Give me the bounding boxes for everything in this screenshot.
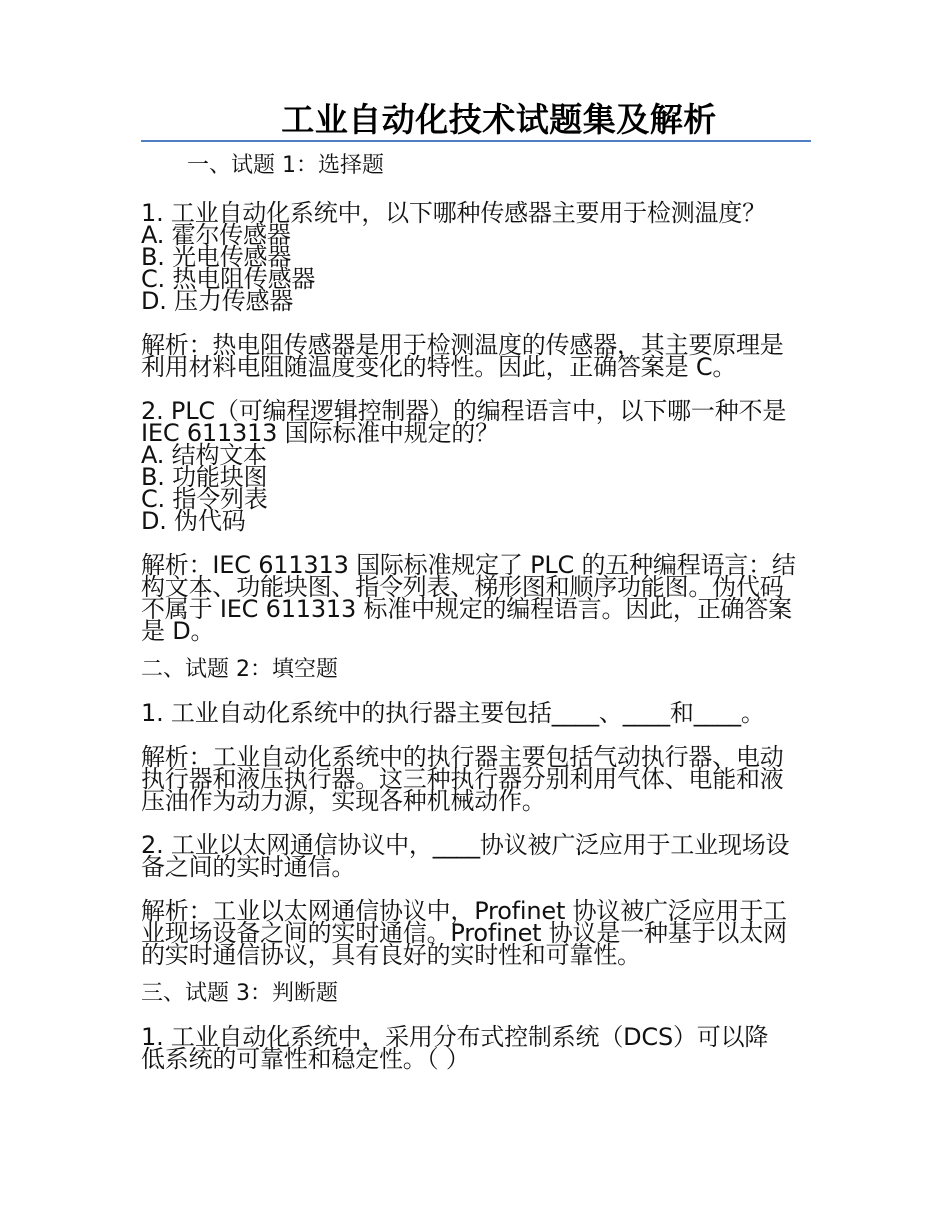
question-text: 1. 工业自动化系统中的执行器主要包括____、____和____。 xyxy=(141,699,765,727)
question-text: 备之间的实时通信。 xyxy=(141,853,356,881)
option-b: B. 光电传感器 xyxy=(141,243,292,271)
analysis-line: 执行器和液压执行器。这三种执行器分别利用气体、电能和液 xyxy=(141,765,784,793)
option-d: D. 压力传感器 xyxy=(141,287,294,315)
title-underline xyxy=(141,140,811,142)
option-d: D. 伪代码 xyxy=(141,507,246,535)
question-text: 低系统的可靠性和稳定性。（ ） xyxy=(141,1045,470,1073)
section-heading-judge: 三、试题 3：判断题 xyxy=(141,981,338,1006)
analysis-line: 解析：工业自动化系统中的执行器主要包括气动执行器、电动 xyxy=(141,743,784,771)
analysis-line: 业现场设备之间的实时通信。Profinet 协议是一种基于以太网 xyxy=(141,919,787,947)
section-heading-choice: 一、试题 1：选择题 xyxy=(187,153,384,178)
option-b: B. 功能块图 xyxy=(141,463,268,491)
document-page xyxy=(141,100,811,1073)
section-heading-fill: 二、试题 2：填空题 xyxy=(141,657,338,682)
question-1-1 xyxy=(141,199,811,315)
analysis-line: 构文本、功能块图、指令列表、梯形图和顺序功能图。伪代码 xyxy=(141,573,784,601)
analysis-1-2 xyxy=(141,551,811,645)
question-text: 1. 工业自动化系统中，以下哪种传感器主要用于检测温度？ xyxy=(141,199,766,227)
option-a: A. 结构文本 xyxy=(141,441,267,469)
option-a: A. 霍尔传感器 xyxy=(141,221,291,249)
question-2-2 xyxy=(141,831,811,881)
analysis-line: 解析：IEC 611313 国际标准规定了 PLC 的五种编程语言：结 xyxy=(141,551,796,579)
analysis-line: 是 D。 xyxy=(141,617,215,645)
option-c: C. 热电阻传感器 xyxy=(141,265,316,293)
option-c: C. 指令列表 xyxy=(141,485,268,513)
analysis-line: 的实时通信协议，具有良好的实时性和可靠性。 xyxy=(141,941,641,969)
question-text: 2. PLC（可编程逻辑控制器）的编程语言中，以下哪一种不是 xyxy=(141,397,787,425)
document-title: 工业自动化技术试题集及解析 xyxy=(281,100,717,139)
analysis-2-2 xyxy=(141,897,811,969)
question-3-1 xyxy=(141,1023,811,1073)
analysis-line: 利用材料电阻随温度变化的特性。因此，正确答案是 C。 xyxy=(141,353,737,381)
analysis-1-1 xyxy=(141,331,811,381)
question-1-2 xyxy=(141,397,811,535)
analysis-line: 压油作为动力源，实现各种机械动作。 xyxy=(141,787,546,815)
question-text: 2. 工业以太网通信协议中，____协议被广泛应用于工业现场设 xyxy=(141,831,790,859)
question-text: IEC 611313 国际标准中规定的？ xyxy=(141,419,499,447)
analysis-2-1 xyxy=(141,743,811,815)
analysis-line: 解析：热电阻传感器是用于检测温度的传感器，其主要原理是 xyxy=(141,331,784,359)
question-2-1 xyxy=(141,699,811,727)
analysis-line: 解析：工业以太网通信协议中，Profinet 协议被广泛应用于工 xyxy=(141,897,787,925)
question-text: 1. 工业自动化系统中，采用分布式控制系统（DCS）可以降 xyxy=(141,1023,769,1051)
analysis-line: 不属于 IEC 611313 标准中规定的编程语言。因此，正确答案 xyxy=(141,595,792,623)
